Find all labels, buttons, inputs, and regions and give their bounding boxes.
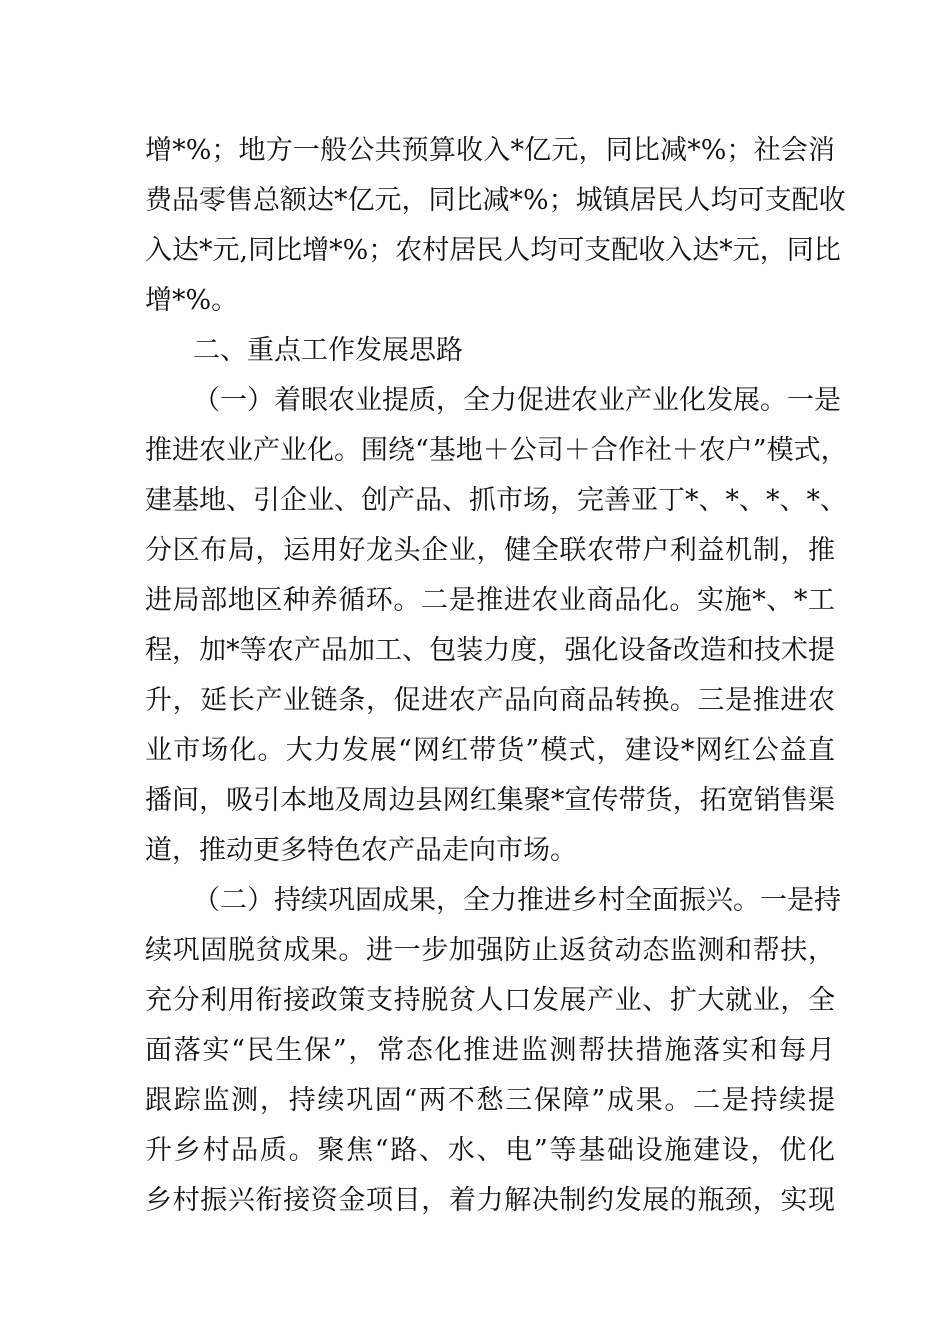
text-line: 播间，吸引本地及周边县网红集聚*宣传带货，拓宽销售渠 (145, 785, 835, 816)
text-line: 建基地、引企业、创产品、抓市场，完善亚丁*、*、*、*、 (145, 485, 847, 516)
text-line: 跟踪监测，持续巩固“两不愁三保障”成果。二是持续提 (145, 1085, 835, 1116)
text-line: 推进农业产业化。围绕“基地＋公司＋合作社＋农户”模式， (145, 435, 848, 466)
text-line: 增*%。 (145, 285, 239, 316)
text-line: 乡村振兴衔接资金项目，着力解决制约发展的瓶颈，实现 (145, 1185, 835, 1216)
section-heading: 二、重点工作发展思路 (193, 335, 463, 366)
text-line: 升，延长产业链条，促进农产品向商品转换。三是推进农 (145, 685, 835, 716)
text-line: 道，推动更多特色农产品走向市场。 (145, 835, 577, 866)
text-line: 业市场化。大力发展“网红带货”模式，建设*网红公益直 (145, 735, 835, 766)
text-line: 升乡村品质。聚焦“路、水、电”等基础设施建设，优化 (145, 1135, 835, 1166)
text-line: 续巩固脱贫成果。进一步加强防止返贫动态监测和帮扶， (145, 935, 835, 966)
text-line: 分区布局，运用好龙头企业，健全联农带户利益机制，推 (145, 535, 835, 566)
text-line: （二）持续巩固成果，全力推进乡村全面振兴。一是持 (193, 885, 841, 916)
text-line: 程，加*等农产品加工、包装力度，强化设备改造和技术提 (145, 635, 835, 666)
text-line: （一）着眼农业提质，全力促进农业产业化发展。一是 (193, 385, 841, 416)
text-line: 费品零售总额达*亿元，同比减*%；城镇居民人均可支配收 (145, 185, 846, 216)
text-line: 面落实“民生保”，常态化推进监测帮扶措施落实和每月 (145, 1035, 835, 1066)
text-line: 进局部地区种养循环。二是推进农业商品化。实施*、*工 (145, 585, 835, 616)
text-line: 增*%；地方一般公共预算收入*亿元，同比减*%；社会消 (145, 135, 835, 166)
text-line: 充分利用衔接政策支持脱贫人口发展产业、扩大就业，全 (145, 985, 835, 1016)
text-line: 入达*元,同比增*%；农村居民人均可支配收入达*元，同比 (145, 235, 841, 266)
